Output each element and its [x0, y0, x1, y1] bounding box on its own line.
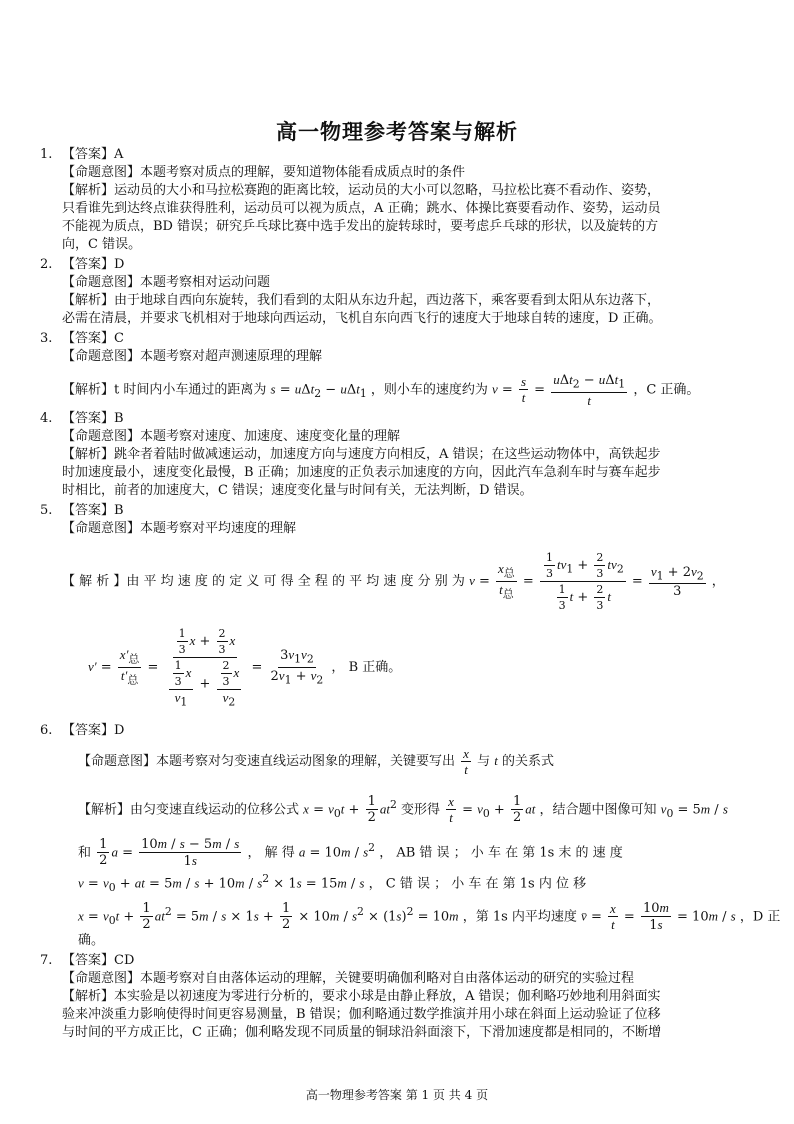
q1-intent: 【命题意图】本题考察对质点的理解，要知道物体能看成质点时的条件: [62, 165, 466, 180]
q5-answer: 【答案】B: [62, 503, 124, 518]
q4-intent: 【命题意图】本题考察对速度、加速度、速度变化量的理解: [62, 429, 401, 444]
q7-number: 7.: [40, 953, 53, 968]
q5-compound-fraction-2: $\frac{1}{3}$ x + $\frac{2}{3}$ x $\frac{1}{3}$ x $v_1$ + $\frac{2}{3}$ x $v_2$: [165, 626, 246, 710]
q3-fraction-s-over-t: $\frac{s}{t}$: [520, 374, 527, 406]
q5-number: 5.: [40, 503, 53, 518]
q6-number: 6.: [40, 723, 53, 738]
q7-analysis-line: 与时间的平方成正比，C 正确；伽利略发现不同质量的铜球沿斜面滚下，下滑加速度都是相同的，不断增: [62, 1025, 662, 1040]
q7-answer: 【答案】CD: [62, 953, 135, 968]
q7-intent: 【命题意图】本题考察对自由落体运动的理解，关键要明确伽利略对自由落体运动的研究的实验过程: [62, 971, 635, 986]
q4-analysis-line: 【解析】跳伞者着陆时做减速运动，加速度方向与速度方向相反，A 错误；在这些运动物体中，高铁起步: [62, 447, 661, 462]
q6-intent: 【命题意图】本题考察对匀变速直线运动图象的理解，关键要写出 $\frac{x}{t}$ 与 t 的关系式: [78, 746, 555, 777]
q4-number: 4.: [40, 411, 53, 426]
q2-number: 2.: [40, 257, 53, 272]
q5-analysis-second: v′ = $x'_总$ $t'_总$ = $\frac{1}{3}$ x + $\frac{2}{3}$ x $\frac{1}{3}$ x $v_1$ + $\frac{2}{3}$ x $v_2$ = $\frac{3v_1v_2}{2v_1 + v_2}$ ， B 正确。: [88, 626, 402, 709]
q1-analysis-line: 向，C 错误。: [62, 237, 142, 252]
q6-analysis-line: 和 $\frac{1}{2}$ a = $\frac{10m / s - 5m / s}{1s}$ ， 解 得 $a = 10m / s^2$ ， AB 错 误 ； 小 车 在 第 1s 末 的 速 度: [78, 836, 623, 870]
q3-answer: 【答案】C: [62, 331, 124, 346]
q1-analysis-line: 只看谁先到达终点谁获得胜利，运动员可以视为质点，A 正确；跳水、体操比赛要看动作、姿势，运动员: [62, 201, 661, 216]
page-footer: 高一物理参考答案 第 1 页 共 4 页: [305, 1088, 489, 1102]
q5-compound-fraction: $\frac{1}{3}$ $tv_1$ + $\frac{2}{3}$ $tv_2$ $\frac{1}{3}$ t + $\frac{2}{3}$ t: [540, 550, 626, 613]
q6-analysis-line: $v = v_0$ + at = $5m / s + 10m / s^2 \times 1s = 15m / s$ ， C 错 误 ； 小 车 在 第 1s 内 位 移: [78, 872, 587, 894]
q2-analysis-line: 【解析】由于地球自西向东旋转，我们看到的太阳从东边升起，西边落下，乘客要看到太阳从东边落下，: [62, 293, 661, 308]
q7-analysis-line: 验来冲淡重力影响使得时间更容易测量，B 错误；伽利略通过数学推演并用小球在斜面上运动验证了位移: [62, 1007, 661, 1022]
q1-analysis-line: 不能视为质点，BD 错误；研究乒乓球比赛中选手发出的旋转球时，要考虑乒乓球的形状，以及旋转的方: [62, 219, 659, 234]
q7-analysis-line: 【解析】本实验是以初速度为零进行分析的，要求小球是由静止释放，A 错误；伽利略巧妙地利用斜面实: [62, 989, 661, 1004]
q6-analysis-line: $x = v_0t$ + $\frac{1}{2}$ $at^2 = 5m / s \times 1s$ + $\frac{1}{2}$ × $10m / s^2 \times (1s)^2 = 10m$ ，第 1s 内平均速度 v̄ = $\frac{x}{t}$ = $\frac{10m}{1s}$ = 10m / s ，D 正: [78, 900, 781, 934]
q2-analysis-line: 必需在清晨，并要求飞机相对于地球向西运动，飞机自东向西飞行的速度大于地球自转的速度，D 正确。: [62, 311, 662, 326]
q1-answer: 【答案】A: [62, 147, 124, 162]
q6-answer: 【答案】D: [62, 723, 125, 738]
page-title: 高一物理参考答案与解析: [276, 119, 518, 144]
q5-analysis: 【 解 析 】由 平 均 速 度 的 定 义 可 得 全 程 的 平 均 速 度 分 别 为 v = $x_总$ $t_总$ = $\frac{1}{3}$ $tv_1$ + $\frac{2}{3}$ $tv_2$ $\frac{1}{3}$ t + $\frac{2}{3}$ t = $\frac{v_1 + 2v_2}{3}$ ，: [62, 551, 725, 612]
q2-intent: 【命题意图】本题考察相对运动问题: [62, 275, 271, 290]
q6-analysis-line: 【解析】由匀变速直线运动的位移公式 $x = v_0t$ + $\frac{1}{2}$ $at^2$ 变形得 $\frac{x}{t}$ = $v_0$ + $\frac{1}{2}$ at ，结合题中图像可知 $v_0 = 5m / s$: [78, 794, 728, 826]
q2-answer: 【答案】D: [62, 257, 125, 272]
q3-fraction-velocity: uΔt$_2$ − uΔt$_1$ t: [553, 372, 626, 408]
q3-number: 3.: [40, 331, 53, 346]
q1-number: 1.: [40, 147, 53, 162]
q6-analysis-line: 确。: [78, 933, 105, 948]
q4-analysis-line: 时加速度最小，速度变化最慢，B 正确；加速度的正负表示加速度的方向，因此汽车急刹车时与赛车起步: [62, 465, 661, 480]
q4-answer: 【答案】B: [62, 411, 124, 426]
q3-analysis: 【解析】t 时间内小车通过的距离为 s = uΔt$_2$ − uΔt$_1$ ，则小车的速度约为 v = $\frac{s}{t}$ = uΔt$_2$ − uΔt$_1$ t ，C 正确。: [62, 372, 700, 408]
q1-analysis-line: 【解析】运动员的大小和马拉松赛跑的距离比较，运动员的大小可以忽略，马拉松比赛不看动作、姿势，: [62, 183, 661, 198]
q3-intent: 【命题意图】本题考察对超声测速原理的理解: [62, 349, 323, 364]
q5-intent: 【命题意图】本题考察对平均速度的理解: [62, 521, 297, 536]
q4-analysis-line: 时相比，前者的加速度大，C 错误；速度变化量与时间有关，无法判断，D 错误。: [62, 483, 533, 498]
